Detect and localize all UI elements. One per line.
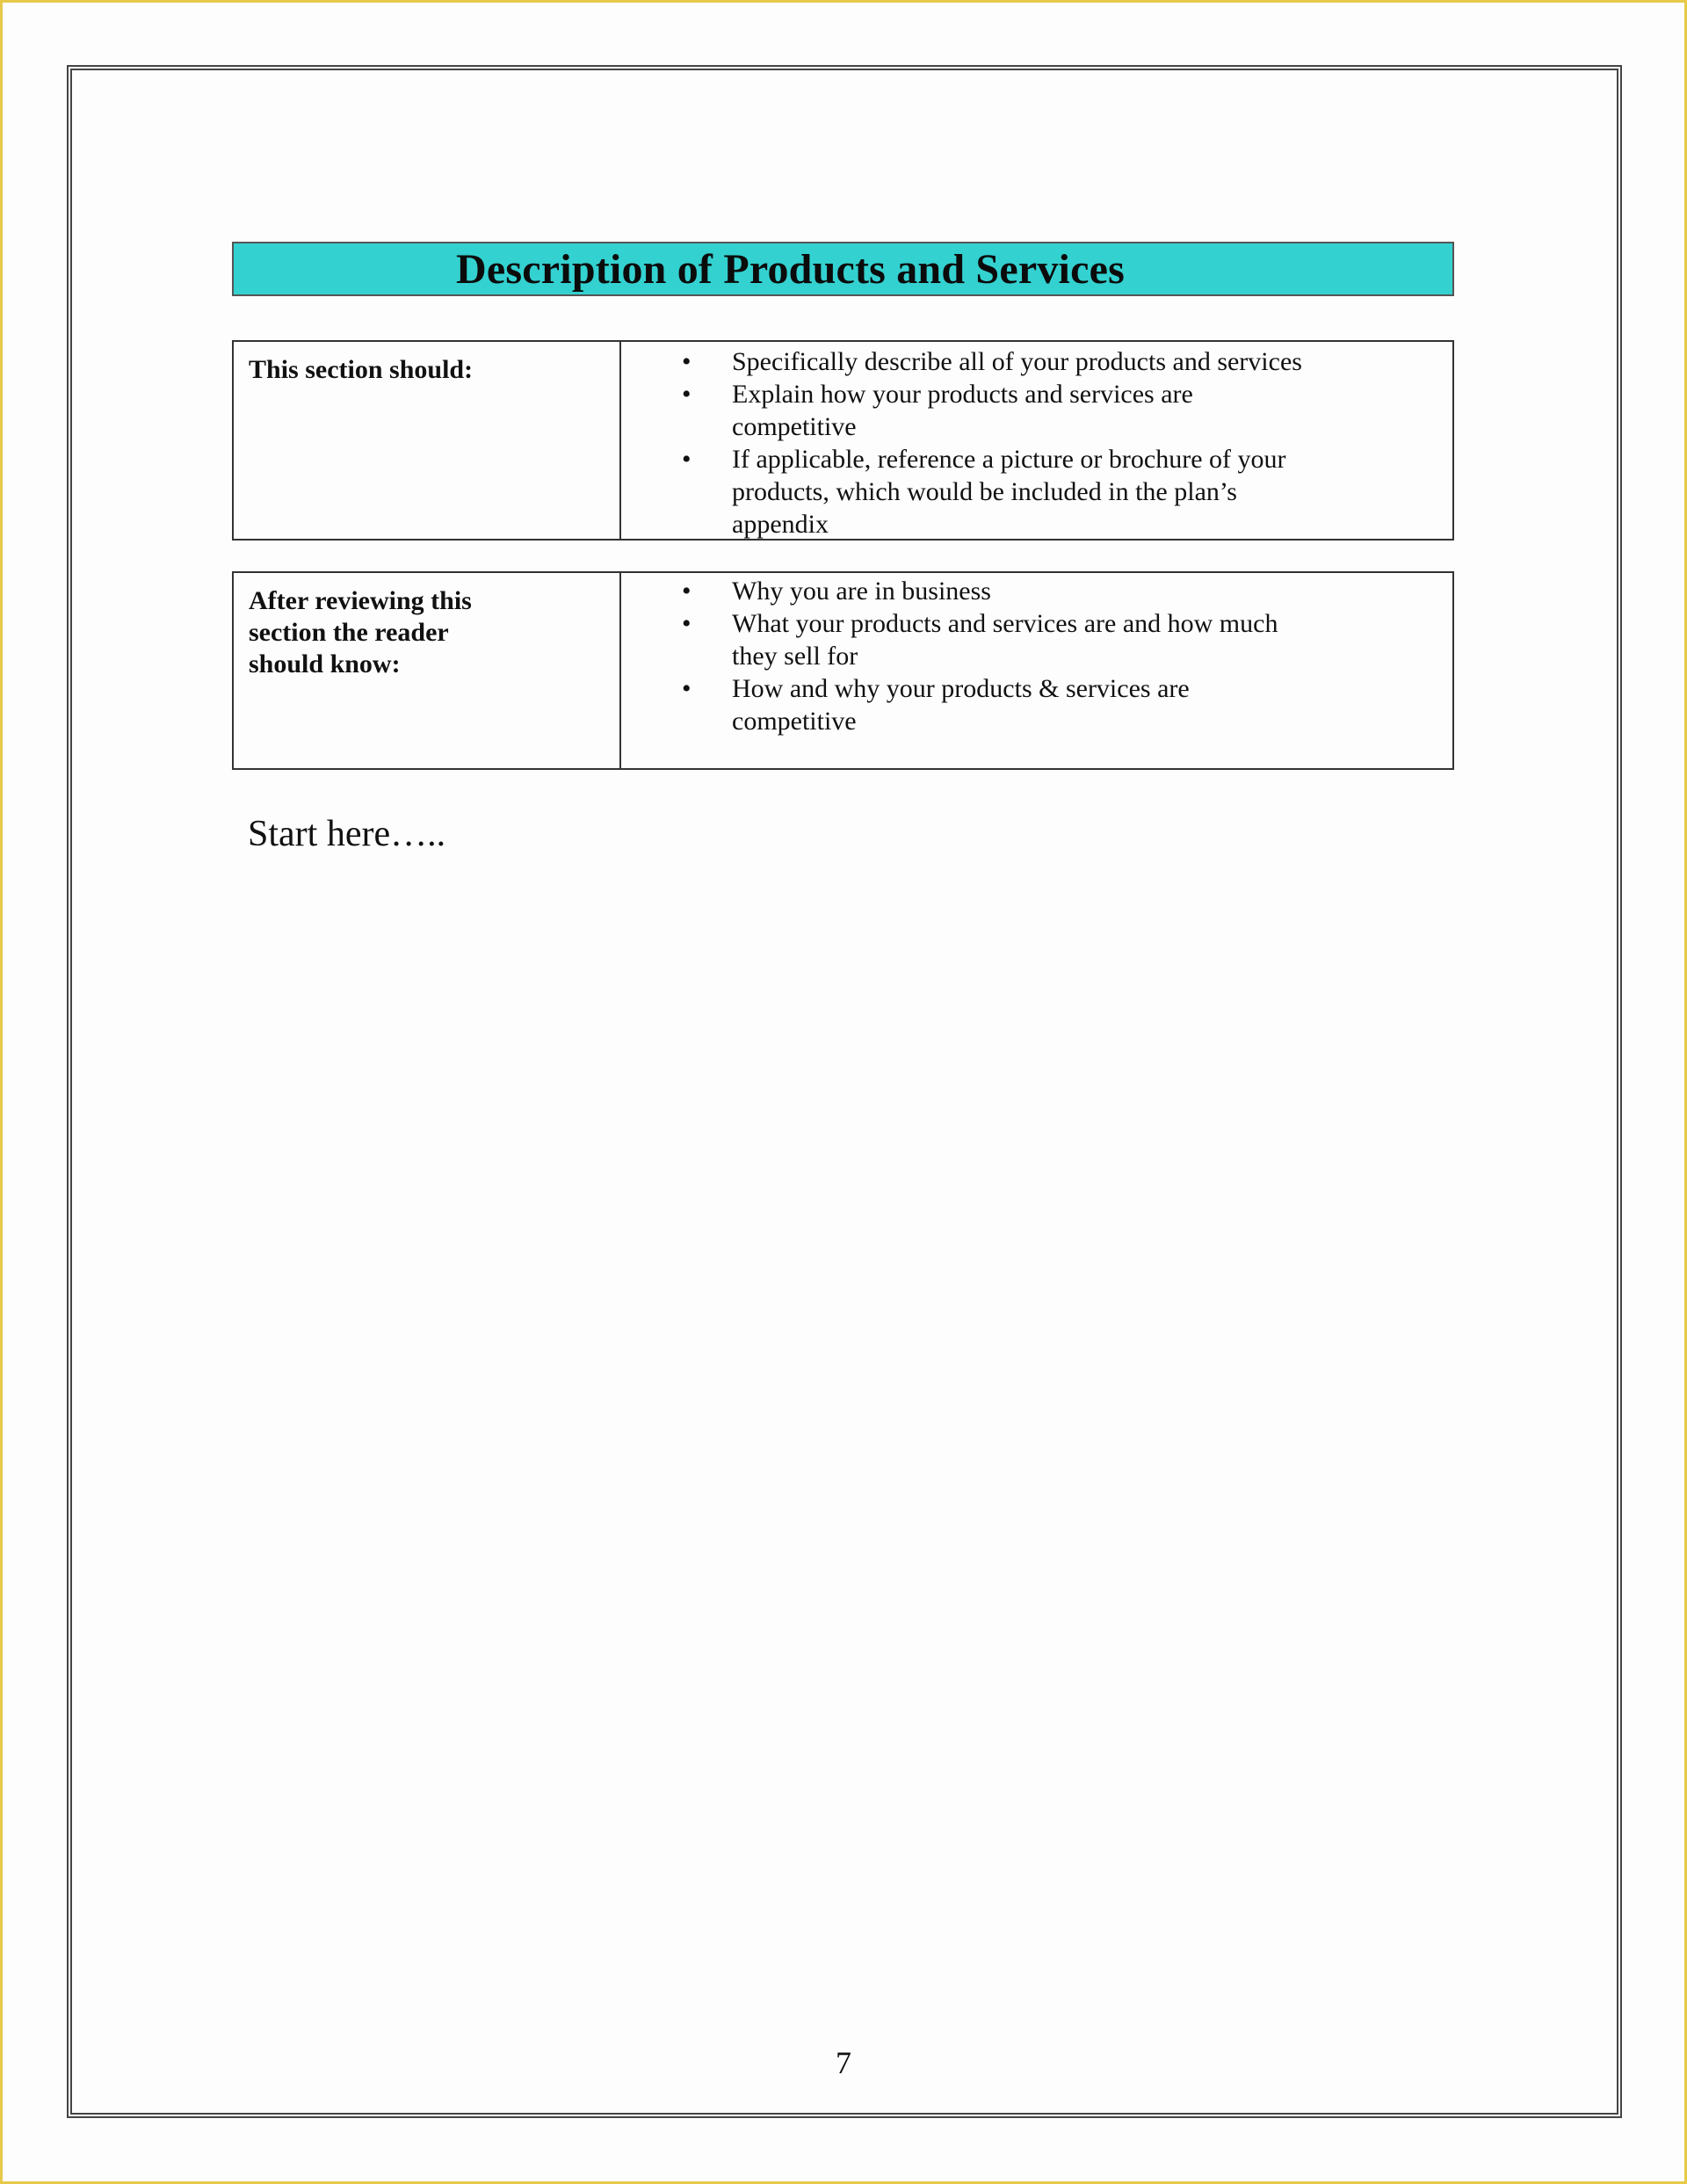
column-divider [619,342,621,539]
list-item-text: What your products and services are and how much they sell for [732,609,1278,671]
bullet-icon: • [682,609,691,638]
list-item [682,607,1347,672]
list-item [682,345,1347,378]
list-item [682,575,1347,607]
bullet-list [682,345,1347,541]
section-label: This section should: [249,355,474,384]
list-item-text: How and why your products & services are competitive [732,674,1190,736]
section-box-reader-knowledge [232,571,1454,770]
bullet-icon: • [682,577,691,606]
bullet-icon: • [682,674,691,703]
list-item [682,672,1347,737]
list-item-text: Specifically describe all of your products and services [732,347,1302,376]
section-box-purpose [232,340,1454,541]
list-item [682,378,1347,443]
bullet-icon: • [682,347,691,376]
start-here-text: Start here….. [248,814,446,854]
bullet-icon: • [682,380,691,409]
column-divider [619,573,621,768]
list-item-text: If applicable, reference a picture or brochure of your products, which would be included in the plan’s appendix [732,445,1286,539]
list-item [682,443,1347,541]
list-item-text: Explain how your products and services are competitive [732,380,1193,441]
title-bar [232,242,1454,296]
page-title: Description of Products and Services [456,245,1125,293]
bullet-icon: • [682,445,691,474]
list-item-text: Why you are in business [732,577,991,606]
bullet-list [682,575,1347,737]
section-label: After reviewing this section the reader should know: [249,586,472,678]
page-number: 7 [836,2045,851,2080]
